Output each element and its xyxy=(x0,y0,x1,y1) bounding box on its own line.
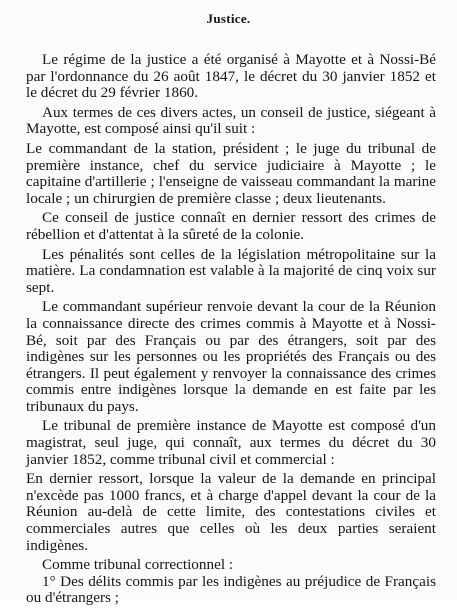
paragraph-tribunal: Le tribunal de première instance de Mayotte est composé d'un magistrat, seul juge, qui connaît, aux termes du décret du 30 janvier 1852, comme tribunal civil et commercial : xyxy=(26,417,436,468)
paragraph-regime: Le régime de la justice a été organisé à Mayotte et à Nossi-Bé par l'ordonnance du 26 août 1847, le décret du 30 janvier 1852 et le décret du 29 février 1860. xyxy=(26,51,436,102)
paragraph-correctionnel: Comme tribunal correctionnel : xyxy=(42,556,234,574)
paragraph-delits: 1° Des délits commis par les indigènes au préjudice de Français ou d'étrangers ; xyxy=(26,572,436,607)
running-head: Justice. xyxy=(206,11,251,26)
paragraph-conseil-composition: Aux termes de ces divers actes, un conseil de justice, siégeant à Mayotte, est composé ainsi qu'il suit : xyxy=(26,103,436,138)
paragraph-dernier-ressort: En dernier ressort, lorsque la valeur de la demande en principal n'excède pas 1000 francs, et à charge d'appel devant la cour de la Réunion au-delà de cette limite, des contestations civiles et commerciales autres que celles où les deux parties seraient indigènes. xyxy=(26,470,436,554)
paragraph-renvoi: Le commandant supérieur renvoie devant la cour de la Réunion la connaissance directe des crimes commis à Mayotte et à Nossi-Bé, soit par des Français ou par des étrangers, soit par des indigènes sur les personnes ou les propriétés des Français ou des étrangers. Il peut également y renvoyer la connaissance des crimes commis entre indigènes lorsque la demande en est faite par les tribunaux du pays. xyxy=(26,298,436,415)
paragraph-members: Le commandant de la station, président ; le juge du tribunal de première instance, chef du service judiciaire à Mayotte ; le capitaine d'artillerie ; l'enseigne de vaisseau commandant la marine locale ; un chirurgien de première classe ; deux lieutenants. xyxy=(26,139,436,207)
body-text xyxy=(26,52,436,610)
paragraph-penalites: Les pénalités sont celles de la législation métropolitaine sur la matière. La condamnation est valable à la majorité de cinq voix sur sept. xyxy=(26,245,436,296)
paragraph-conseil-competence: Ce conseil de justice connaît en dernier ressort des crimes de rébellion et d'attentat à la sûreté de la colonie. xyxy=(26,209,436,243)
